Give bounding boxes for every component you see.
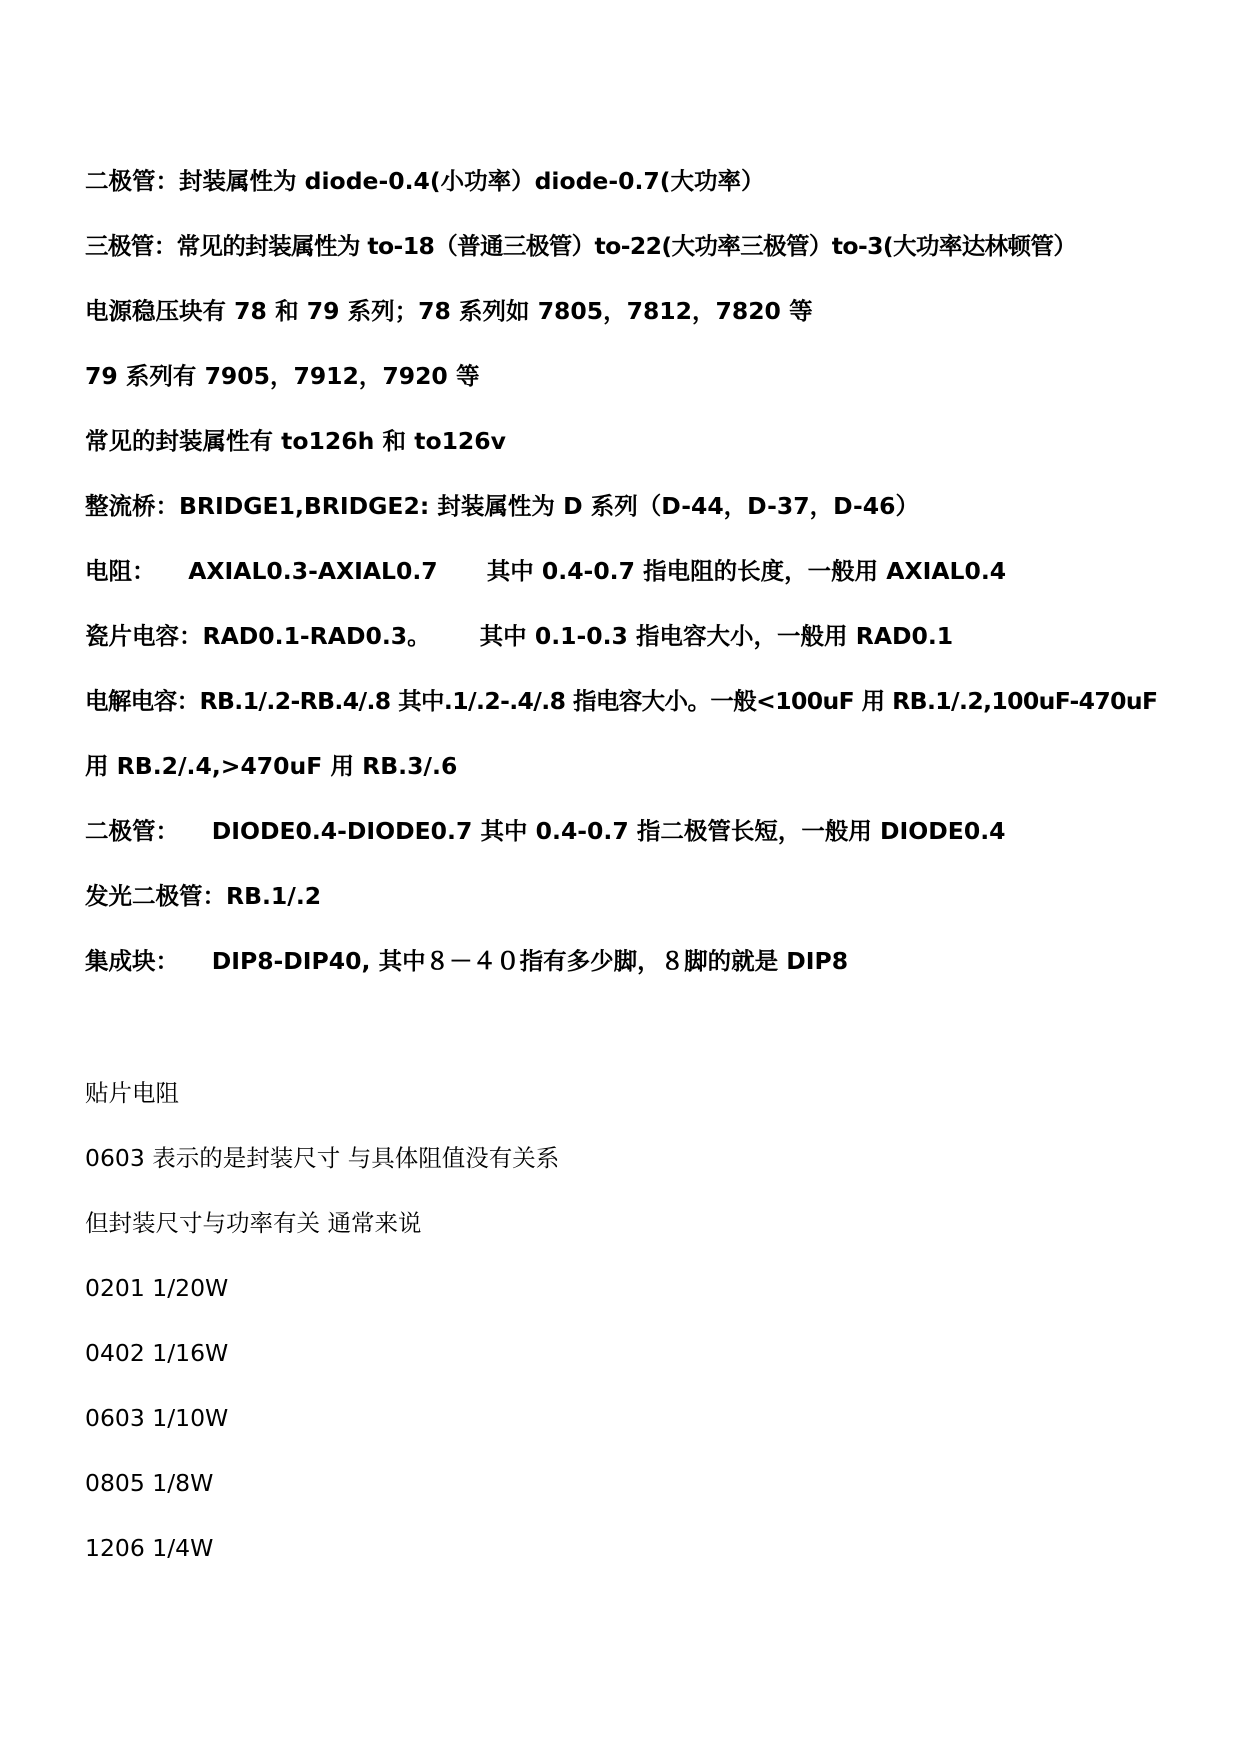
smd-power-row: 0805 1/8W [85, 1469, 214, 1497]
diode-size-line: 二极管： DIODE0.4-DIODE0.7 其中 0.4-0.7 指二极管长短，一般用 DIODE0.4 [85, 817, 1006, 845]
resistor-package-line: 电阻： AXIAL0.3-AXIAL0.7 其中 0.4-0.7 指电阻的长度，一般用 AXIAL0.4 [85, 557, 1007, 585]
regulator-series-line: 电源稳压块有 78 和 79 系列；78 系列如 7805，7812，7820 等 [85, 297, 813, 325]
regulator-79-series-line: 79 系列有 7905，7912，7920 等 [85, 362, 480, 390]
bridge-rectifier-line: 整流桥：BRIDGE1,BRIDGE2: 封装属性为 D 系列（D-44，D-37，D-46） [85, 492, 919, 520]
transistor-package-line: 三极管：常见的封装属性为 to-18（普通三极管）to-22(大功率三极管）to-3(大功率达林顿管） [85, 232, 1077, 260]
smd-size-note: 0603 表示的是封装尺寸 与具体阻值没有关系 [85, 1144, 560, 1172]
smd-power-row: 0603 1/10W [85, 1404, 229, 1432]
smd-power-row: 0402 1/16W [85, 1339, 229, 1367]
ic-package-line: 集成块： DIP8-DIP40, 其中８－４０指有多少脚，８脚的就是 DIP8 [85, 947, 849, 975]
smd-power-row: 1206 1/4W [85, 1534, 214, 1562]
led-package-line: 发光二极管：RB.1/.2 [85, 882, 322, 910]
ceramic-capacitor-line: 瓷片电容：RAD0.1-RAD0.3。 其中 0.1-0.3 指电容大小，一般用 RAD0.1 [85, 622, 954, 650]
diode-package-line: 二极管：封装属性为 diode-0.4(小功率）diode-0.7(大功率） [85, 167, 765, 195]
electrolytic-capacitor-line: 电解电容：RB.1/.2-RB.4/.8 其中.1/.2-.4/.8 指电容大小。一般<100uF 用 RB.1/.2,100uF-470uF [85, 687, 1158, 715]
smd-power-note: 但封装尺寸与功率有关 通常来说 [85, 1209, 422, 1237]
smd-power-row: 0201 1/20W [85, 1274, 229, 1302]
regulator-package-line: 常见的封装属性有 to126h 和 to126v [85, 427, 506, 455]
smd-resistor-heading: 贴片电阻 [85, 1079, 179, 1107]
package-notes-section [85, 160, 1205, 1005]
smd-resistor-section [85, 1072, 1205, 1592]
electrolytic-capacitor-line-continued: 用 RB.2/.4,>470uF 用 RB.3/.6 [85, 752, 458, 780]
